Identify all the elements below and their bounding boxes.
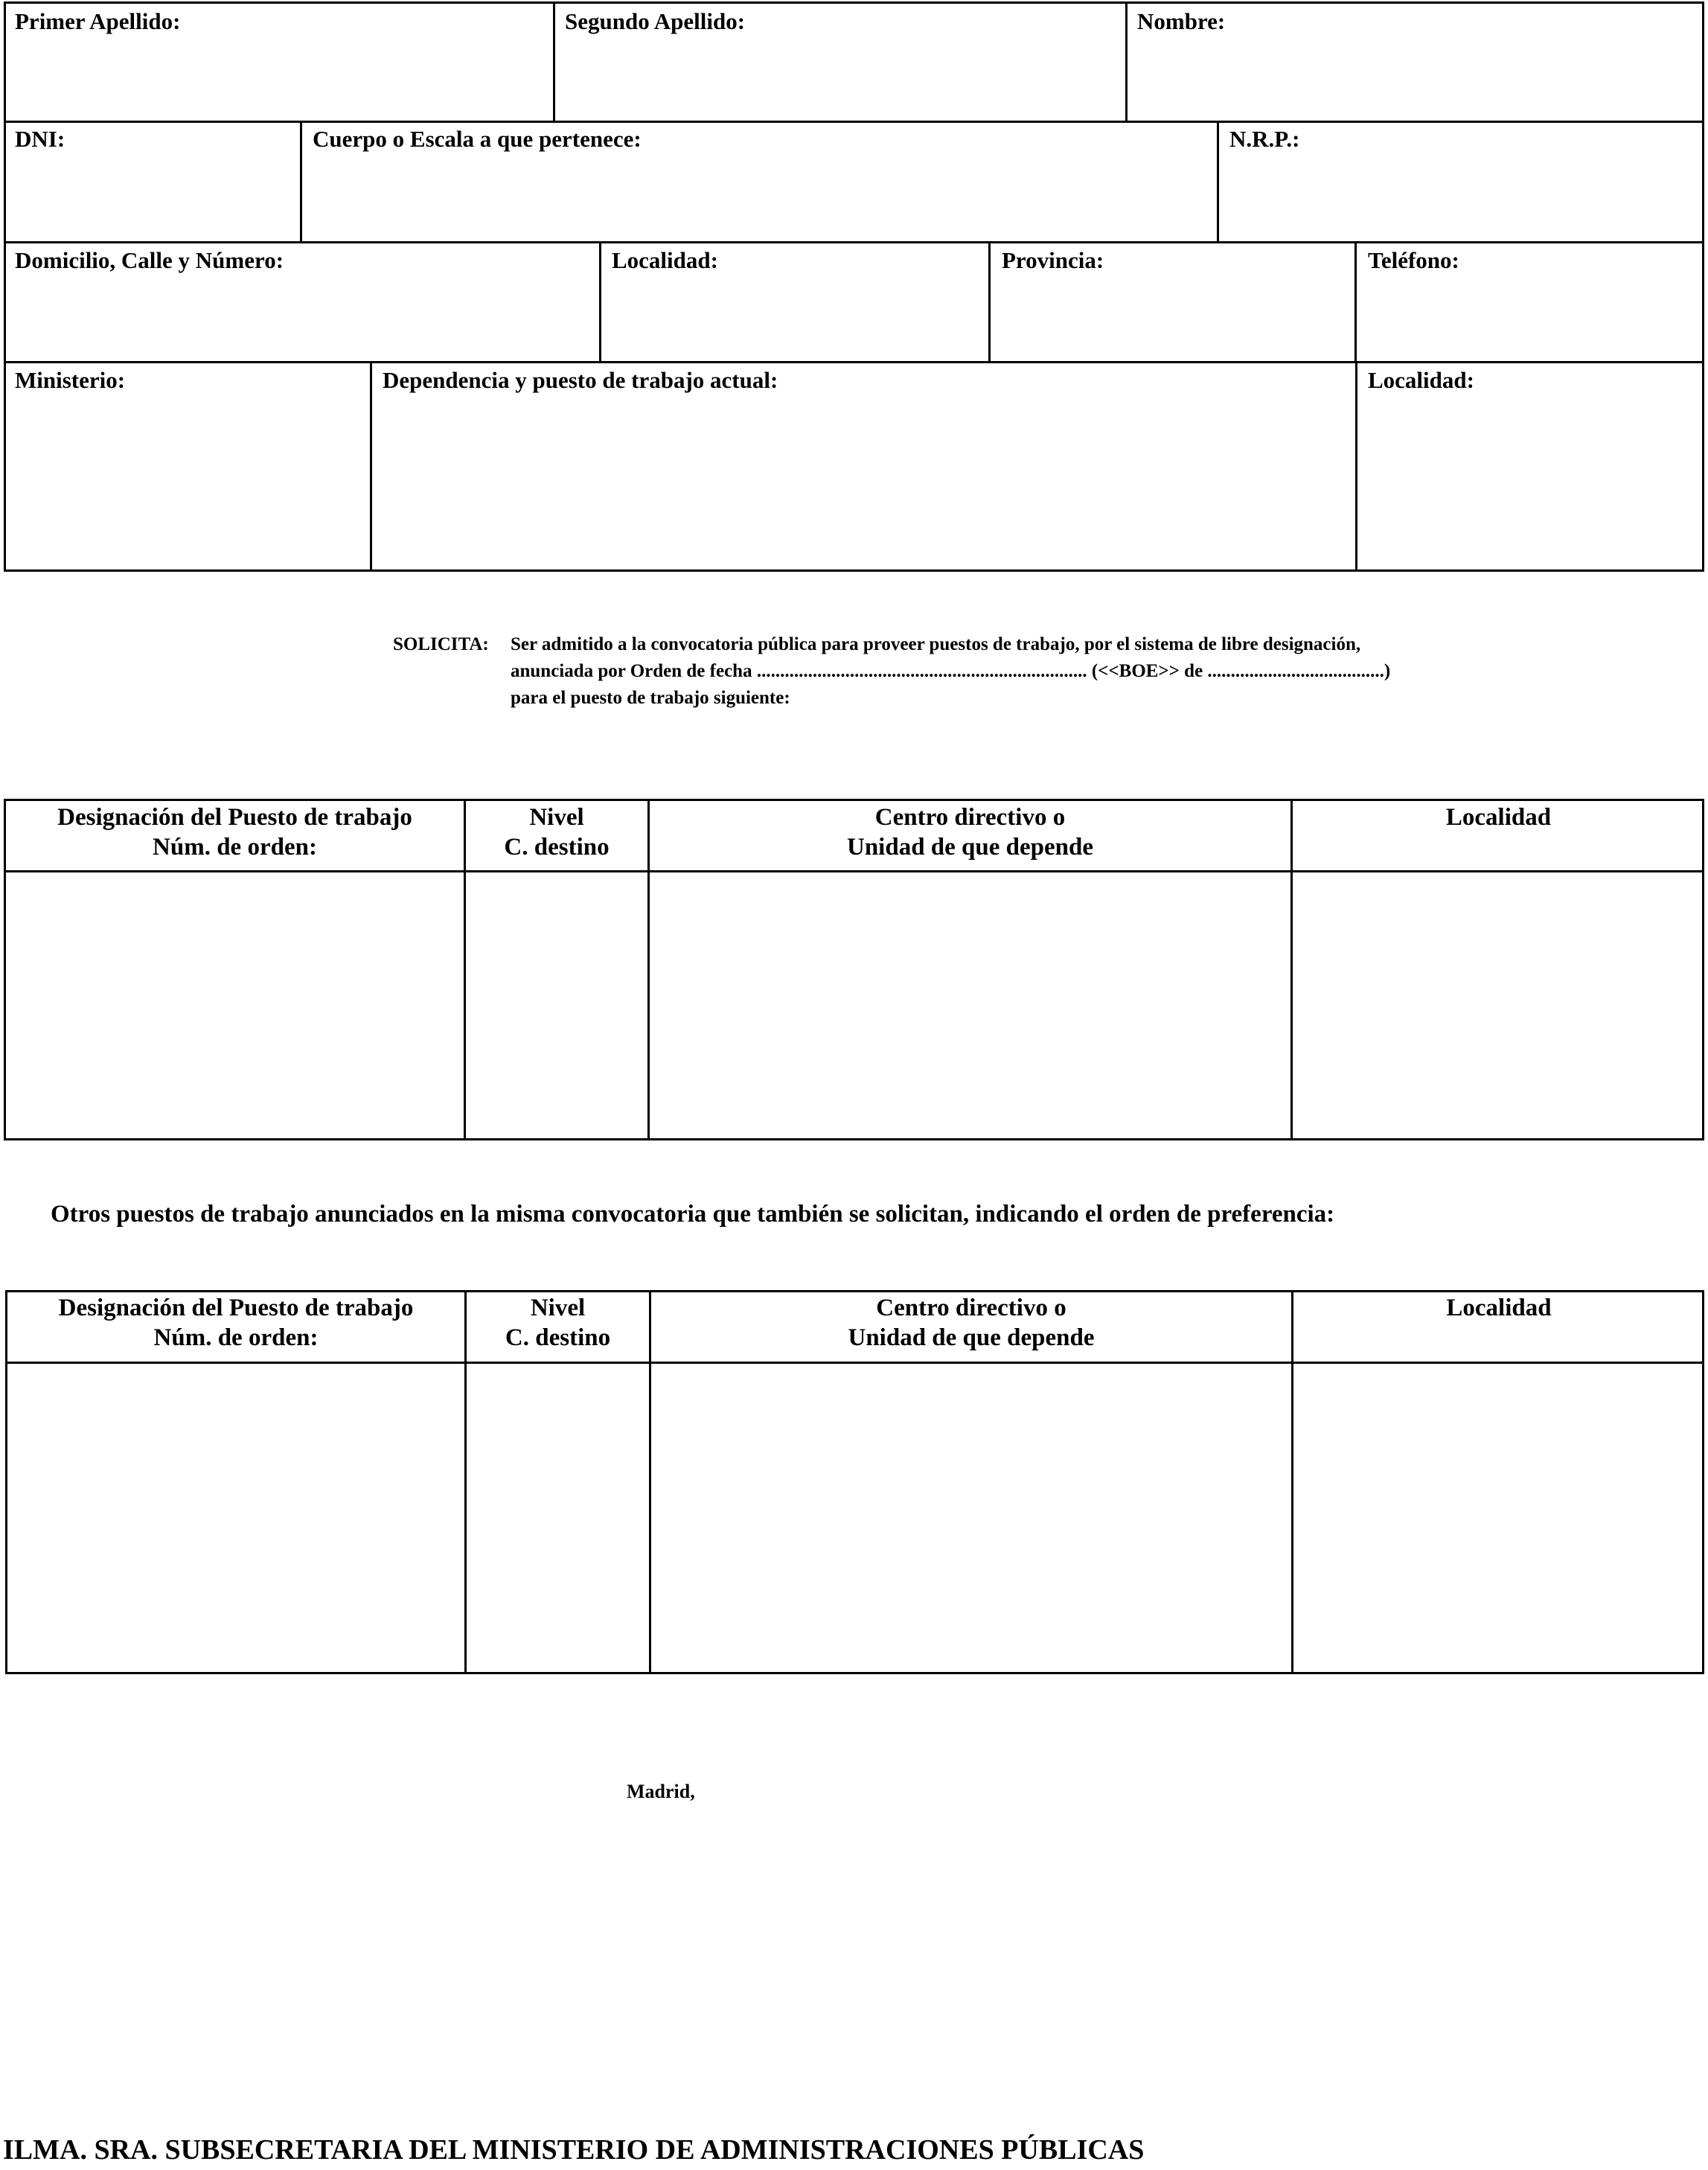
table2-cell-nivel[interactable]	[467, 1364, 649, 1672]
header-designacion-line2: Núm. de orden:	[153, 1324, 319, 1351]
header-nivel-line2: C. destino	[505, 1324, 611, 1351]
localidad-actual-field[interactable]	[1357, 363, 1702, 569]
table2-cell-centro[interactable]	[651, 1364, 1291, 1672]
place-date-field[interactable]	[627, 1779, 1073, 1809]
table1-cell-centro[interactable]	[650, 872, 1290, 1138]
header-centro	[651, 1293, 1291, 1353]
table1-cell-nivel[interactable]	[466, 872, 647, 1138]
header-centro-line1: Centro directivo o	[876, 1295, 1066, 1321]
table2-cell-designacion[interactable]	[7, 1364, 464, 1672]
header-designacion-line2: Núm. de orden:	[153, 834, 317, 861]
table1-cell-localidad[interactable]	[1293, 872, 1702, 1138]
header-nivel	[466, 802, 647, 862]
header-designacion-line1: Designación del Puesto de trabajo	[58, 1295, 414, 1321]
telefono-field[interactable]	[1357, 243, 1702, 361]
segundo-apellido-field[interactable]	[555, 4, 1125, 121]
header-nivel-line2: C. destino	[504, 834, 610, 861]
nrp-label: N.R.P.:	[1229, 126, 1300, 152]
provincia-label: Provincia:	[1002, 247, 1104, 273]
ministerio-field[interactable]	[6, 363, 370, 569]
header-designacion	[7, 1293, 464, 1353]
header-localidad-line1: Localidad	[1446, 1295, 1552, 1321]
header-designacion	[6, 802, 464, 862]
header-centro-line2: Unidad de que depende	[848, 1324, 1095, 1351]
dependencia-puesto-field[interactable]	[372, 363, 1355, 569]
header-localidad	[1293, 1293, 1704, 1323]
telefono-label: Teléfono:	[1368, 247, 1459, 273]
provincia-field[interactable]	[991, 243, 1354, 361]
header-localidad-line1: Localidad	[1445, 804, 1552, 831]
solicita-line-2: anunciada por Orden de fecha ....................................................................... (<<BOE>> de ......................................)	[511, 661, 1391, 681]
localidad-label: Localidad:	[612, 247, 718, 273]
header-nivel	[467, 1293, 649, 1353]
dni-label: DNI:	[15, 126, 65, 152]
solicita-line-3: para el puesto de trabajo siguiente:	[511, 688, 790, 708]
domicilio-field[interactable]	[6, 243, 599, 361]
header-designacion-line1: Designación del Puesto de trabajo	[57, 804, 412, 831]
solicita-prefix: SOLICITA:	[393, 634, 489, 654]
header-localidad	[1293, 802, 1704, 832]
primer-apellido-field[interactable]	[6, 4, 553, 121]
dni-field[interactable]	[6, 123, 300, 241]
cuerpo-escala-label: Cuerpo o Escala a que pertenece:	[313, 126, 642, 152]
segundo-apellido-label: Segundo Apellido:	[565, 8, 746, 34]
solicita-line-1: Ser admitido a la convocatoria pública para proveer puestos de trabajo, por el sistema de libre designación,	[511, 634, 1361, 654]
addressee: ILMA. SRA. SUBSECRETARIA DEL MINISTERIO DE ADMINISTRACIONES PÚBLICAS	[3, 2134, 1145, 2166]
nrp-field[interactable]	[1219, 123, 1702, 241]
domicilio-label: Domicilio, Calle y Número:	[15, 247, 284, 273]
header-centro-line1: Centro directivo o	[874, 804, 1066, 831]
localidad-actual-label: Localidad:	[1368, 367, 1474, 393]
header-nivel-line1: Nivel	[529, 804, 584, 831]
localidad-field[interactable]	[601, 243, 988, 361]
dependencia-puesto-label: Dependencia y puesto de trabajo actual:	[383, 367, 778, 393]
header-centro	[650, 802, 1290, 862]
table2-cell-localidad[interactable]	[1293, 1364, 1702, 1672]
header-centro-line2: Unidad de que depende	[846, 834, 1093, 861]
primer-apellido-label: Primer Apellido:	[15, 8, 181, 34]
nombre-field[interactable]	[1128, 4, 1702, 121]
cuerpo-escala-field[interactable]	[302, 123, 1217, 241]
header-nivel-line1: Nivel	[530, 1295, 586, 1321]
table1-cell-designacion[interactable]	[6, 872, 464, 1138]
ministerio-label: Ministerio:	[15, 367, 126, 393]
other-positions-text: Otros puestos de trabajo anunciados en la misma convocatoria que también se solicitan, indicando el orden de preferencia:	[51, 1201, 1335, 1228]
nombre-label: Nombre:	[1137, 8, 1226, 34]
place-label: Madrid,	[627, 1781, 695, 1802]
